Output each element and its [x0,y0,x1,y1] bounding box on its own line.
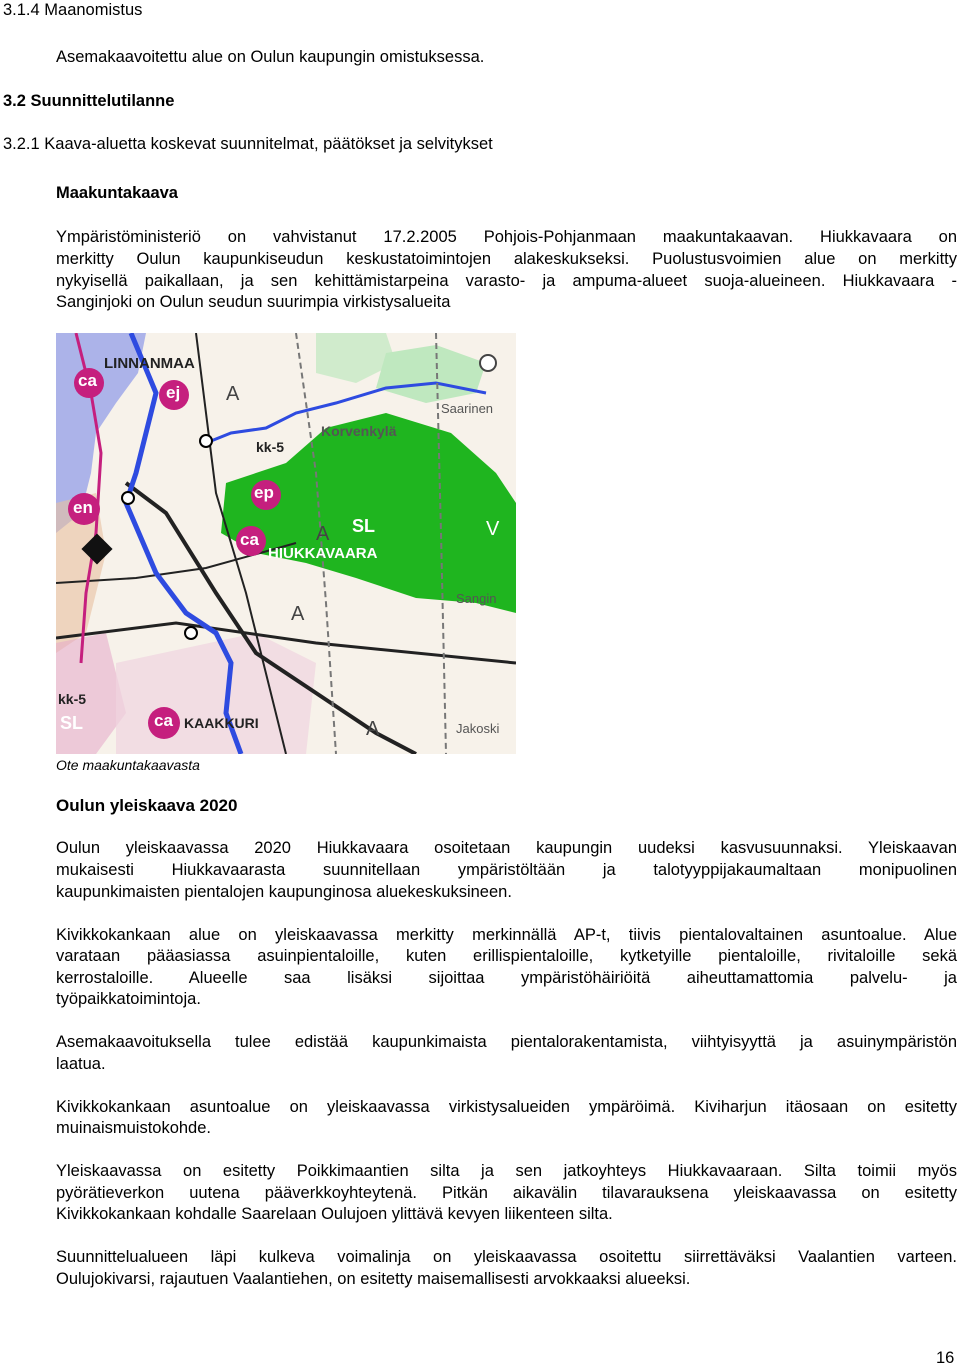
yleiskaava-p2-line-2: varataan pääasiassa asuinpientaloille, kuten erillispientaloille, kytketyille pientaloille, rivitaloille sekä [56,947,957,965]
map-label-v: V [486,518,500,540]
map-label-a-1: A [226,383,240,405]
map-label-ej: ej [166,383,181,402]
yleiskaava-p5-line-2: pyörätieverkon uutena pääverkkoyhteytenä. Pitkän aikavälin tilavarauksena yleiskaavassa on esitetty [56,1184,957,1202]
map-label-a-3: A [291,603,305,625]
map-label-kk5-1: kk-5 [256,439,285,455]
yleiskaava-p3-line-2: laatua. [56,1055,106,1073]
heading-maakuntakaava: Maakuntakaava [56,184,178,202]
map-label-en: en [73,498,93,517]
map-label-a-4: A [366,718,380,740]
yleiskaava-p6-line-1: Suunnittelualueen läpi kulkeva voimalinja on yleiskaavassa osoitettu siirrettäväksi Vaalantien varteen. [56,1248,957,1266]
map-label-linnanmaa: LINNANMAA [104,355,195,372]
yleiskaava-p5-line-1: Yleiskaavassa on esitetty Poikkimaantien silta ja sen jatkoyhteys Hiukkavaaraan. Silta toimii myös [56,1162,957,1180]
maanomistus-text: Asemakaavoitettu alue on Oulun kaupungin omistuksessa. [56,48,485,66]
yleiskaava-p2-line-4: työpaikkatoimintoja. [56,990,201,1008]
maakuntakaava-line-4: Sanginjoki on Oulun seudun suurimpia virkistysalueita [56,293,451,311]
heading-3-2-1: 3.2.1 Kaava-aluetta koskevat suunnitelmat, päätökset ja selvitykset [3,135,493,153]
yleiskaava-p1-line-2: mukaisesti Hiukkavaarasta suunnitellaan ympäristöltään ja talotyyppijakaumaltaan monipuolinen [56,861,957,879]
map-label-kaakkuri: KAAKKURI [184,715,259,731]
heading-3-2: 3.2 Suunnittelutilanne [3,92,175,110]
yleiskaava-p1-line-1: Oulun yleiskaavassa 2020 Hiukkavaara osoitetaan kaupungin uudeksi kasvusuunnaksi. Yleiskaavan [56,839,957,857]
map-label-sl-1: SL [352,516,376,536]
map-caption: Ote maakuntakaavasta [56,757,200,773]
map-label-ep: ep [254,483,274,502]
yleiskaava-p6-line-2: Oulujokivarsi, rajautuen Vaalantiehen, on esitetty maisemallisesti arvokkaaksi alueeksi. [56,1270,691,1288]
heading-3-1-4: 3.1.4 Maanomistus [3,1,143,19]
map-excerpt [56,333,516,754]
map-label-hiukkavaara: HIUKKAVAARA [268,545,378,562]
maakuntakaava-line-3: nykyisellä paikallaan, ja sen kehittämistarpeina varasto- ja ampuma-alueet suoja-alueineen. Hiukkavaara - [56,272,957,290]
maakuntakaava-line-2: merkitty Oulun kaupunkiseudun keskustatoimintojen alakeskukseksi. Puolustusvoimien alue on merkitty [56,250,957,268]
yleiskaava-p3-line-1: Asemakaavoituksella tulee edistää kaupunkimaista pientalorakentamista, viihtyisyyttä ja asuinympäristön [56,1033,957,1051]
yleiskaava-p4-line-1: Kivikkokankaan asuntoalue on yleiskaavassa virkistysalueiden ympäröimä. Kiviharjun itäosaan on esitetty [56,1098,957,1116]
maakuntakaava-line-1: Ympäristöministeriö on vahvistanut 17.2.2005 Pohjois-Pohjanmaan maakuntakaavan. Hiukkavaara on [56,228,957,246]
map-label-saarinen: Saarinen [441,401,494,416]
yleiskaava-p5-line-3: Kivikkokankaan kohdalle Saarelaan Oulujoen ylittävä kevyen liikenteen silta. [56,1205,613,1223]
map-label-sl-2: SL [60,713,84,733]
page-number: 16 [936,1349,955,1367]
map-label-a-2: A [316,523,330,545]
map-label-korvenkyla: Korvenkylä [321,423,397,439]
map-label-jakoski: Jakoski [456,721,500,736]
yleiskaava-p1-line-3: kaupunkimaisten pientalojen kaupunginosa aluekeskuksineen. [56,883,512,901]
map-label-ca-1: ca [78,371,97,390]
map-label-kk5-2: kk-5 [58,691,87,707]
yleiskaava-p2-line-1: Kivikkokankaan alue on yleiskaavassa merkitty merkinnällä AP-t, tiivis pientalovaltainen asuntoalue. Alue [56,926,957,944]
yleiskaava-p2-line-3: kerrostaloille. Alueelle saa lisäksi sijoittaa ympäristöhäiriöitä aiheuttamattomia palvelu- ja [56,969,957,987]
map-label-ca-3: ca [154,711,173,730]
heading-yleiskaava: Oulun yleiskaava 2020 [56,796,238,815]
map-label-ca-2: ca [240,530,259,549]
yleiskaava-p4-line-2: muinaismuistokohde. [56,1119,211,1137]
map-label-sangin: Sangin [456,591,497,606]
